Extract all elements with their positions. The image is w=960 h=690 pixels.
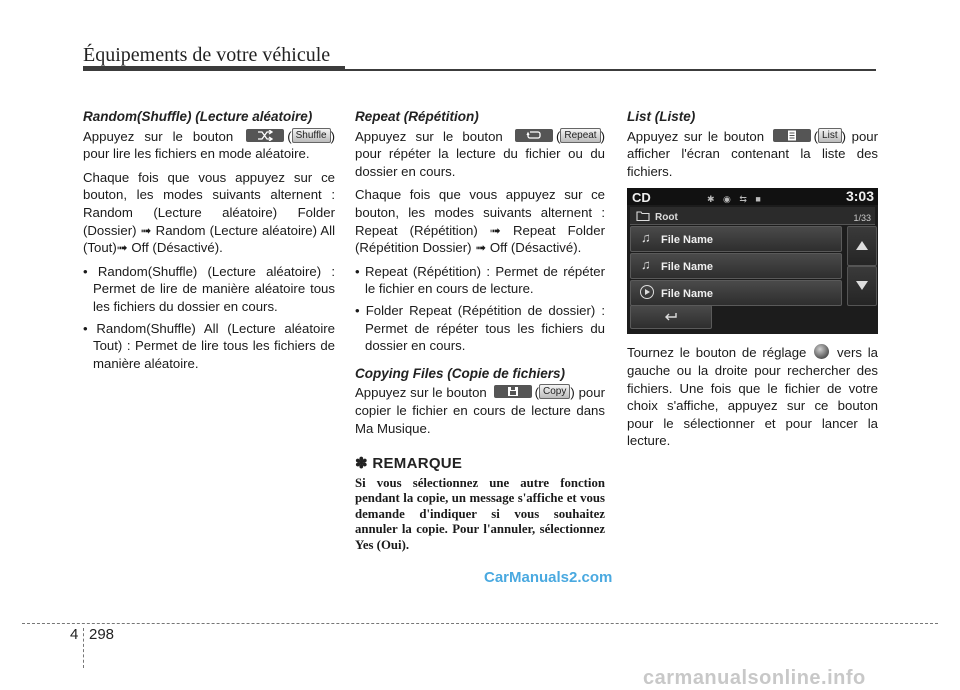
page-number: 298 xyxy=(89,626,115,643)
repeat-para: Chaque fois que vous appuyez sur ce bouton, les modes suivants alternent : Repeat (Répétition) ➟ Repeat Folder (Répétition Dossier) ➟ Off (Désactivé). xyxy=(355,187,605,256)
list-intro-post: pour afficher l'écran contenant la liste des fichiers. xyxy=(627,128,879,179)
section-number: 4 xyxy=(70,626,79,643)
file-name: File Name xyxy=(661,288,713,301)
list-button xyxy=(773,129,811,142)
repeat-heading: Repeat (Répétition) xyxy=(355,109,479,124)
status-icons: ✱ ◉ ⇆ ■ xyxy=(707,194,764,205)
list-para xyxy=(627,344,878,450)
repeat-intro-pre: Appuyez sur le bouton xyxy=(355,128,503,144)
folder-icon xyxy=(636,210,650,221)
cd-list-screen xyxy=(627,188,878,334)
list-para-pre: Tournez le bouton de réglage xyxy=(627,345,807,361)
copy-heading: Copying Files (Copie de fichiers) xyxy=(355,365,566,381)
shuffle-icon xyxy=(257,130,273,141)
list-chip: List xyxy=(818,128,842,143)
arrow-down-icon xyxy=(856,281,868,290)
back-icon xyxy=(664,311,678,322)
footer-watermark: carmanualsonline.info xyxy=(643,667,866,689)
watermark: CarManuals2.com xyxy=(484,569,613,586)
play-icon xyxy=(640,285,654,299)
copy-intro: Appuyez sur le bouton ( Copy ) pour copier le fichier en cours de lecture dans Ma Musique. xyxy=(355,385,605,436)
random-bullet-2: • Random(Shuffle) All (Lecture aléatoire Tout) : Permet de lire tous les fichiers de manière aléatoire. xyxy=(83,320,335,371)
repeat-bullet-1: • Repeat (Répétition) : Permet de répéter le fichier en cours de lecture. xyxy=(355,263,605,297)
repeat-icon xyxy=(526,130,542,141)
music-note-icon: ♫ xyxy=(641,257,651,273)
copy-intro-pre: Appuyez sur le bouton xyxy=(355,385,487,401)
random-intro-post: pour lire les fichiers en mode aléatoire. xyxy=(83,146,310,162)
random-intro: Appuyez sur le bouton ( Shuffle ) pour lire les fichiers en mode aléatoire. xyxy=(83,128,335,162)
repeat-intro: Appuyez sur le bouton ( Repeat ) pour répéter la lecture du fichier ou du dossier en cours. xyxy=(355,128,605,179)
header-rule-thin xyxy=(345,69,876,71)
column-repeat xyxy=(355,108,605,553)
file-row xyxy=(630,226,842,252)
screen-root-label: Root xyxy=(655,212,678,224)
screen-source: CD xyxy=(632,190,651,206)
list-para-post: vers la gauche ou la droite pour rechercher des fichiers. Une fois que le fichier de votre choix s'affiche, appuyez sur ce bouton pour le sélectionner et pour lancer la lecture. xyxy=(627,345,878,449)
copy-icon xyxy=(507,386,519,397)
repeat-intro-post: pour répéter la lecture du fichier ou du dossier en cours. xyxy=(355,146,605,179)
list-intro: Appuyez sur le bouton ( List ) pour afficher l'écran contenant la liste des fichiers. xyxy=(627,128,879,179)
arrow-up-icon xyxy=(856,241,868,250)
scroll-up-button xyxy=(847,226,877,266)
copy-chip: Copy xyxy=(539,384,570,399)
repeat-chip: Repeat xyxy=(560,128,600,143)
shuffle-button xyxy=(246,129,284,142)
screen-time: 3:03 xyxy=(845,188,874,205)
screen-header xyxy=(627,188,878,205)
scroll-down-button xyxy=(847,266,877,306)
remarque-body: Si vous sélectionnez une autre fonction pendant la copie, un message s'affiche et vous demande d'indiquer si vous souhaitez annuler la copie. Pour l'annuler, sélectionnez Yes (Oui). xyxy=(355,475,605,552)
file-name: File Name xyxy=(661,234,713,247)
column-random xyxy=(83,108,335,376)
page-number-divider xyxy=(83,628,84,668)
file-row xyxy=(630,280,842,306)
list-heading: List (Liste) xyxy=(627,109,696,124)
copy-button xyxy=(494,385,532,398)
copy-intro-post: pour copier le fichier en cours de lecture dans Ma Musique. xyxy=(355,385,605,436)
random-bullet-1: • Random(Shuffle) (Lecture aléatoire) : Permet de lire de manière aléatoire tous les fichiers du dossier en cours. xyxy=(83,263,335,314)
screen-count: 1/33 xyxy=(853,213,871,224)
screen-root-bar xyxy=(630,207,875,225)
list-intro-pre: Appuyez sur le bouton xyxy=(627,128,765,144)
column-list xyxy=(627,108,878,456)
shuffle-chip: Shuffle xyxy=(292,128,331,143)
file-row xyxy=(630,253,842,279)
random-intro-pre: Appuyez sur le bouton xyxy=(83,128,234,144)
header-rule-thick xyxy=(83,66,345,71)
footer-dashed-rule xyxy=(22,623,938,624)
file-name: File Name xyxy=(661,261,713,274)
music-note-icon: ♫ xyxy=(641,230,651,246)
back-button xyxy=(630,305,712,329)
page-title: Équipements de votre véhicule xyxy=(83,44,331,66)
list-icon xyxy=(787,130,797,141)
repeat-bullet-2: • Folder Repeat (Répétition de dossier) : Permet de répéter tous les fichiers du dossier en cours. xyxy=(355,302,605,354)
remarque-title: ✽ REMARQUE xyxy=(355,455,463,473)
tune-knob-icon xyxy=(814,344,829,359)
random-para: Chaque fois que vous appuyez sur ce bouton, les modes suivants alternent : Random (Lecture aléatoire) Folder (Dossier) ➟ Random (Lecture aléatoire) All (Tout)➟ Off (Désactivé). xyxy=(83,169,335,256)
random-heading: Random(Shuffle) (Lecture aléatoire) xyxy=(83,109,313,124)
repeat-button xyxy=(515,129,553,142)
